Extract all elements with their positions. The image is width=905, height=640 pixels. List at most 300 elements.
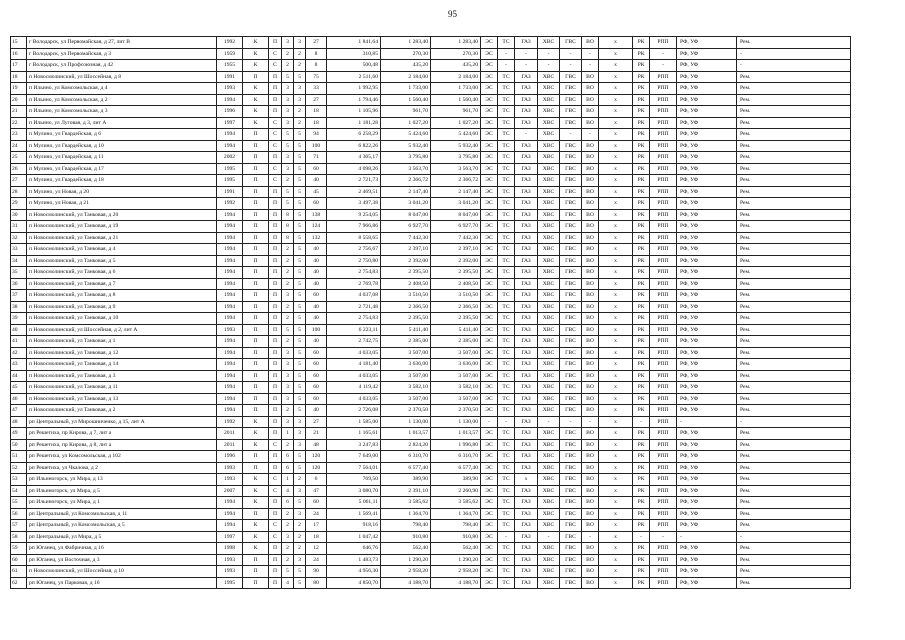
cell-area_flats: 5 932,40 — [381, 140, 431, 152]
cell-mgmt: РФ, УФ — [677, 278, 737, 290]
cell-s6: ГВС — [560, 290, 582, 302]
cell-area_flats: 3 636,00 — [381, 359, 431, 371]
cell-s6: ГВС — [560, 393, 582, 405]
cell-s2: ЭС — [481, 382, 498, 394]
table-row — [11, 60, 851, 72]
cell-area_living: 2 721,73 — [327, 175, 381, 187]
cell-entrances: 3 — [282, 382, 294, 394]
cell-s7: ВО — [582, 175, 599, 187]
cell-floors: П — [269, 324, 282, 336]
table-row — [11, 290, 851, 302]
table-row — [11, 163, 851, 175]
cell-note: Рем. — [737, 497, 851, 509]
cell-s6: ГВС — [560, 520, 582, 532]
cell-s1: 435,20 — [431, 60, 481, 72]
cell-note: Рем. — [737, 83, 851, 95]
cell-area_flats: 7 442,30 — [381, 232, 431, 244]
cell-s2: ЭС — [481, 301, 498, 313]
cell-floors: П — [269, 497, 282, 509]
cell-s6: ГВС — [560, 37, 582, 49]
cell-flats: 5 — [294, 71, 306, 83]
cell-entrances: 3 — [282, 531, 294, 543]
cell-s9: РК — [633, 301, 650, 313]
cell-s3: ТС — [498, 117, 515, 129]
cell-s9: РК — [633, 48, 650, 60]
cell-s8: х — [599, 198, 633, 210]
cell-s10: РПП — [650, 566, 677, 578]
cell-note: Рем. — [737, 175, 851, 187]
cell-area_total: 27 — [306, 416, 327, 428]
cell-s5: ХВС — [538, 370, 560, 382]
cell-note: Рем. — [737, 405, 851, 417]
cell-s1: 3 795,80 — [431, 152, 481, 164]
cell-s8: х — [599, 359, 633, 371]
cell-note: Рем. — [737, 278, 851, 290]
cell-area_flats: 961,70 — [381, 106, 431, 118]
cell-mgmt: РФ, УФ — [677, 462, 737, 474]
cell-material: П — [243, 129, 269, 141]
cell-flats: 5 — [294, 209, 306, 221]
cell-s7: ВО — [582, 485, 599, 497]
cell-no: 54 — [11, 485, 27, 497]
cell-s5: ХВС — [538, 577, 560, 589]
cell-year: 1994 — [217, 393, 243, 405]
cell-note: Рем. — [737, 71, 851, 83]
cell-flats: 5 — [294, 451, 306, 463]
cell-s9: РК — [633, 359, 650, 371]
cell-s9: РК — [633, 129, 650, 141]
cell-address: п Мулино, ул Гвардейская, д 17 — [27, 163, 217, 175]
cell-s6: ГВС — [560, 255, 582, 267]
cell-note: Рем. — [737, 163, 851, 175]
table-row — [11, 566, 851, 578]
cell-s5: ХВС — [538, 405, 560, 417]
cell-s2: ЭС — [481, 554, 498, 566]
cell-floors: П — [269, 577, 282, 589]
cell-s8: х — [599, 106, 633, 118]
cell-s4: ГАЗ — [515, 186, 538, 198]
cell-s9: РК — [633, 520, 650, 532]
cell-s3: ТС — [498, 221, 515, 233]
cell-address: рп Ильиногорск, ул Мира, д 5 — [27, 485, 217, 497]
cell-area_total: 100 — [306, 140, 327, 152]
cell-s2: ЭС — [481, 347, 498, 359]
cell-flats: 3 — [294, 94, 306, 106]
table-row — [11, 370, 851, 382]
cell-s6: ГВС — [560, 71, 582, 83]
cell-s2: ЭС — [481, 451, 498, 463]
table-row — [11, 531, 851, 543]
cell-mgmt: РФ, УФ — [677, 94, 737, 106]
cell-s2: ЭС — [481, 117, 498, 129]
cell-s7: ВО — [582, 393, 599, 405]
cell-s7: ВО — [582, 370, 599, 382]
cell-s2: ЭС — [481, 232, 498, 244]
cell-s8: х — [599, 474, 633, 486]
cell-flats: 2 — [294, 520, 306, 532]
cell-area_total: 8 — [306, 60, 327, 72]
cell-s9: РК — [633, 71, 650, 83]
cell-area_flats: 2 408,50 — [381, 278, 431, 290]
cell-floors: С — [269, 129, 282, 141]
cell-entrances: 3 — [282, 163, 294, 175]
cell-entrances: 5 — [282, 566, 294, 578]
cell-flats: 5 — [294, 198, 306, 210]
cell-s6: ГВС — [560, 324, 582, 336]
cell-s2: ЭС — [481, 221, 498, 233]
cell-year: 1994 — [217, 267, 243, 279]
cell-floors: С — [269, 163, 282, 175]
cell-s1: 3 563,70 — [431, 163, 481, 175]
cell-note: Рем. — [737, 543, 851, 555]
cell-s2: - — [481, 416, 498, 428]
cell-floors: П — [269, 221, 282, 233]
cell-s8: х — [599, 48, 633, 60]
cell-s10: РПП — [650, 359, 677, 371]
cell-s9: РК — [633, 60, 650, 72]
cell-flats: 2 — [294, 543, 306, 555]
cell-note: Рем. — [737, 451, 851, 463]
cell-entrances: 2 — [282, 48, 294, 60]
cell-s6: ГВС — [560, 106, 582, 118]
cell-no: 27 — [11, 175, 27, 187]
cell-s3: ТС — [498, 347, 515, 359]
cell-year: 1994 — [217, 278, 243, 290]
cell-s10: РПП — [650, 577, 677, 589]
cell-address: п Новосмолинский, ул Танковая, д 14 — [27, 359, 217, 371]
cell-s10: РПП — [650, 485, 677, 497]
cell-s6: ГВС — [560, 485, 582, 497]
cell-s8: х — [599, 255, 633, 267]
cell-s9: - — [633, 531, 650, 543]
cell-flats: 5 — [294, 577, 306, 589]
cell-s4: ГАЗ — [515, 94, 538, 106]
cell-s9: РК — [633, 382, 650, 394]
cell-s10: РПП — [650, 428, 677, 440]
cell-area_flats: 1 283,40 — [381, 37, 431, 49]
cell-s4: ГАЗ — [515, 531, 538, 543]
cell-flats: 5 — [294, 566, 306, 578]
cell-s4: ГАЗ — [515, 324, 538, 336]
cell-s8: х — [599, 37, 633, 49]
cell-s10: РПП — [650, 129, 677, 141]
cell-s4: ГАЗ — [515, 416, 538, 428]
cell-s4: ГАЗ — [515, 163, 538, 175]
cell-s5: ХВС — [538, 106, 560, 118]
cell-material: К — [243, 439, 269, 451]
cell-s1: 2 147,40 — [431, 186, 481, 198]
cell-no: 60 — [11, 554, 27, 566]
cell-area_living: 9 254,05 — [327, 209, 381, 221]
cell-area_living: 4 181,40 — [327, 359, 381, 371]
cell-s4: ГАЗ — [515, 152, 538, 164]
cell-s6: ГВС — [560, 428, 582, 440]
cell-mgmt: РФ, УФ — [677, 152, 737, 164]
cell-area_flats: 1 364,70 — [381, 508, 431, 520]
cell-s10: РПП — [650, 554, 677, 566]
cell-s3: ТС — [498, 451, 515, 463]
cell-flats: 5 — [294, 359, 306, 371]
cell-floors: П — [269, 232, 282, 244]
cell-area_total: 60 — [306, 290, 327, 302]
cell-s9: РК — [633, 37, 650, 49]
cell-s1: 2 392,00 — [431, 255, 481, 267]
cell-material: П — [243, 152, 269, 164]
cell-s4: ГАЗ — [515, 543, 538, 555]
cell-area_total: 60 — [306, 359, 327, 371]
cell-s10: - — [650, 48, 677, 60]
cell-address: рп Центральный, ул Комсомольская, д 11 — [27, 508, 217, 520]
cell-area_flats: 2 184,00 — [381, 71, 431, 83]
cell-s10: РПП — [650, 347, 677, 359]
cell-s7: ВО — [582, 83, 599, 95]
cell-note: Рем. — [737, 129, 851, 141]
table-row — [11, 336, 851, 348]
table-row — [11, 347, 851, 359]
cell-no: 44 — [11, 370, 27, 382]
cell-s7: ВО — [582, 267, 599, 279]
cell-area_total: 40 — [306, 313, 327, 325]
cell-s7: ВО — [582, 152, 599, 164]
cell-year: 1993 — [217, 474, 243, 486]
cell-s2: ЭС — [481, 94, 498, 106]
cell-s9: РК — [633, 106, 650, 118]
cell-flats: 5 — [294, 186, 306, 198]
cell-material: К — [243, 474, 269, 486]
cell-s5: - — [538, 60, 560, 72]
cell-area_total: 40 — [306, 301, 327, 313]
cell-s2: ЭС — [481, 485, 498, 497]
table-row — [11, 255, 851, 267]
cell-floors: П — [269, 554, 282, 566]
cell-s8: х — [599, 347, 633, 359]
cell-mgmt: РФ, УФ — [677, 554, 737, 566]
cell-s1: 3 585,62 — [431, 497, 481, 509]
cell-note: Рем. — [737, 508, 851, 520]
cell-area_flats: 1 130,00 — [381, 416, 431, 428]
cell-s10: РПП — [650, 152, 677, 164]
cell-s2: ЭС — [481, 474, 498, 486]
cell-s3: ТС — [498, 152, 515, 164]
cell-area_flats: 3 795,80 — [381, 152, 431, 164]
cell-s8: х — [599, 577, 633, 589]
cell-s3: ТС — [498, 163, 515, 175]
cell-area_living: 4 033,05 — [327, 347, 381, 359]
cell-s4: ГАЗ — [515, 198, 538, 210]
cell-floors: С — [269, 48, 282, 60]
cell-s9: РК — [633, 485, 650, 497]
cell-year: 1994 — [217, 405, 243, 417]
cell-no: 48 — [11, 416, 27, 428]
cell-mgmt: РФ, УФ — [677, 370, 737, 382]
cell-note: Рем. — [737, 301, 851, 313]
cell-s4: ГАЗ — [515, 83, 538, 95]
cell-s5: ХВС — [538, 451, 560, 463]
cell-s5: ХВС — [538, 508, 560, 520]
cell-s2: ЭС — [481, 152, 498, 164]
cell-no: 25 — [11, 152, 27, 164]
cell-mgmt: РФ, УФ — [677, 232, 737, 244]
cell-s4: ГАЗ — [515, 566, 538, 578]
cell-s10: РПП — [650, 140, 677, 152]
cell-area_flats: 2 385,00 — [381, 336, 431, 348]
cell-s4: - — [515, 60, 538, 72]
cell-area_flats: 2 397,10 — [381, 244, 431, 256]
cell-s5: ХВС — [538, 347, 560, 359]
cell-s2: ЭС — [481, 267, 498, 279]
cell-note: Рем. — [737, 520, 851, 532]
cell-s8: х — [599, 508, 633, 520]
cell-s1: 2 366,72 — [431, 175, 481, 187]
cell-flats: 5 — [294, 290, 306, 302]
cell-entrances: 8 — [282, 221, 294, 233]
cell-note: Рем. — [737, 370, 851, 382]
cell-s10: РПП — [650, 382, 677, 394]
cell-s6: ГВС — [560, 267, 582, 279]
cell-note: Рем. — [737, 221, 851, 233]
cell-year: 2011 — [217, 428, 243, 440]
cell-entrances: 2 — [282, 508, 294, 520]
cell-mgmt: РФ, УФ — [677, 347, 737, 359]
cell-mgmt: РФ, УФ — [677, 520, 737, 532]
cell-s3: ТС — [498, 336, 515, 348]
cell-area_living: 2 742,75 — [327, 336, 381, 348]
cell-year: 1994 — [217, 336, 243, 348]
cell-s8: х — [599, 462, 633, 474]
cell-s4: ГАЗ — [515, 347, 538, 359]
cell-area_living: 5 061,11 — [327, 497, 381, 509]
cell-floors: П — [269, 267, 282, 279]
cell-floors: П — [269, 451, 282, 463]
cell-s5: ХВС — [538, 359, 560, 371]
cell-flats: 5 — [294, 255, 306, 267]
cell-no: 50 — [11, 439, 27, 451]
cell-floors: П — [269, 462, 282, 474]
cell-area_flats: 6 310,70 — [381, 451, 431, 463]
cell-s7: ВО — [582, 554, 599, 566]
cell-floors: П — [269, 382, 282, 394]
cell-floors: П — [269, 244, 282, 256]
cell-mgmt: РФ, УФ — [677, 106, 737, 118]
cell-flats: 3 — [294, 37, 306, 49]
cell-s10: РПП — [650, 416, 677, 428]
table-row — [11, 520, 851, 532]
cell-area_living: 3 080,70 — [327, 485, 381, 497]
cell-s1: 2 958,20 — [431, 566, 481, 578]
cell-floors: П — [269, 508, 282, 520]
cell-note: Рем. — [737, 152, 851, 164]
cell-mgmt: РФ, УФ — [677, 198, 737, 210]
cell-s7: ВО — [582, 359, 599, 371]
cell-year: 1993 — [217, 554, 243, 566]
cell-mgmt: РФ, УФ — [677, 255, 737, 267]
cell-flats: 5 — [294, 221, 306, 233]
cell-area_flats: 2 392,00 — [381, 255, 431, 267]
table-row — [11, 71, 851, 83]
cell-entrances: 2 — [282, 313, 294, 325]
cell-entrances: 2 — [282, 336, 294, 348]
cell-s6: ГВС — [560, 543, 582, 555]
table-row — [11, 313, 851, 325]
cell-address: рп Юганец, ул Восточная, д 3 — [27, 554, 217, 566]
cell-s3: ТС — [498, 267, 515, 279]
cell-floors: С — [269, 117, 282, 129]
cell-entrances: 6 — [282, 451, 294, 463]
cell-s8: х — [599, 221, 633, 233]
cell-s1: 1 364,70 — [431, 508, 481, 520]
cell-note: Рем. — [737, 106, 851, 118]
cell-mgmt: РФ, УФ — [677, 244, 737, 256]
cell-area_total: 27 — [306, 37, 327, 49]
cell-material: К — [243, 531, 269, 543]
cell-s1: 1 013,57 — [431, 428, 481, 440]
cell-no: 17 — [11, 60, 27, 72]
cell-s7: - — [582, 129, 599, 141]
cell-note: Рем. — [737, 94, 851, 106]
cell-s8: х — [599, 393, 633, 405]
cell-s1: 5 932,40 — [431, 140, 481, 152]
cell-s1: 6 577,40 — [431, 462, 481, 474]
cell-s7: ВО — [582, 106, 599, 118]
cell-note: Рем. — [737, 462, 851, 474]
cell-no: 30 — [11, 209, 27, 221]
cell-s3: ТС — [498, 370, 515, 382]
cell-entrances: 5 — [282, 140, 294, 152]
cell-flats: 5 — [294, 301, 306, 313]
cell-note: Рем. — [737, 393, 851, 405]
cell-s7: ВО — [582, 301, 599, 313]
cell-s1: 1 283,40 — [431, 37, 481, 49]
cell-flats: 5 — [294, 175, 306, 187]
cell-s7: ВО — [582, 244, 599, 256]
cell-area_flats: 435,20 — [381, 60, 431, 72]
cell-area_living: 1 585,00 — [327, 416, 381, 428]
cell-s10: РПП — [650, 393, 677, 405]
cell-s10: РПП — [650, 267, 677, 279]
cell-s5: ХВС — [538, 71, 560, 83]
cell-s8: х — [599, 370, 633, 382]
cell-s3: ТС — [498, 485, 515, 497]
cell-address: п Новосмолинский, ул Танковая, д 21 — [27, 232, 217, 244]
cell-s6: ГВС — [560, 278, 582, 290]
cell-area_flats: 1 290,20 — [381, 554, 431, 566]
cell-note: Рем. — [737, 198, 851, 210]
cell-s2: ЭС — [481, 520, 498, 532]
cell-area_flats: 3 582,10 — [381, 382, 431, 394]
cell-s4: - — [515, 129, 538, 141]
cell-entrances: 3 — [282, 117, 294, 129]
cell-s9: РК — [633, 198, 650, 210]
cell-s9: РК — [633, 497, 650, 509]
cell-s3: ТС — [498, 543, 515, 555]
cell-s4: ГАЗ — [515, 140, 538, 152]
cell-year: 1991 — [217, 186, 243, 198]
cell-material: К — [243, 94, 269, 106]
cell-no: 32 — [11, 232, 27, 244]
cell-area_flats: 270,30 — [381, 48, 431, 60]
table-row — [11, 129, 851, 141]
cell-floors: П — [269, 313, 282, 325]
cell-year: 1994 — [217, 140, 243, 152]
cell-s7: ВО — [582, 255, 599, 267]
cell-s6: ГВС — [560, 313, 582, 325]
cell-s10: РПП — [650, 474, 677, 486]
cell-material: К — [243, 497, 269, 509]
cell-s6: ГВС — [560, 566, 582, 578]
cell-s2: ЭС — [481, 37, 498, 49]
cell-address: рп Центральный, ул Комсомольская, д 5 — [27, 520, 217, 532]
cell-area_living: 2 511,60 — [327, 71, 381, 83]
